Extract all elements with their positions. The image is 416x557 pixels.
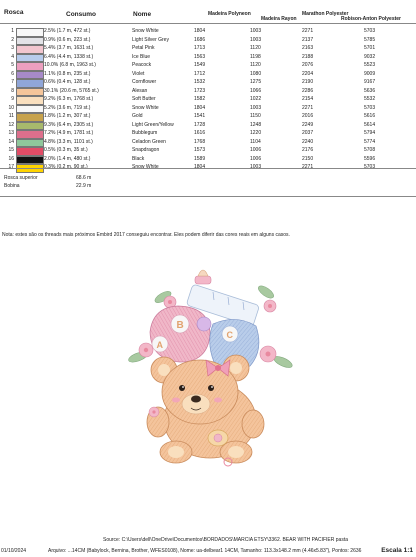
- thread-number: 8: [11, 87, 14, 94]
- thread-row: [4, 105, 416, 114]
- thread-name: Ice Blue: [132, 53, 151, 60]
- thread-madeira-rayon: 1003: [250, 104, 262, 111]
- thread-row: [4, 71, 416, 80]
- header-rosca: Rosca: [4, 9, 24, 16]
- color-swatch: [16, 62, 44, 71]
- thread-consumption: 6.4% (4.4 m, 1338 st.): [44, 53, 94, 60]
- summary-rule: [0, 196, 416, 197]
- color-swatch: [16, 147, 44, 156]
- thread-color-swatch: [16, 122, 44, 131]
- thread-number: 6: [11, 70, 14, 77]
- svg-text:B: B: [176, 320, 184, 331]
- thread-name: Cornflower: [132, 79, 157, 86]
- thread-number: 4: [11, 53, 14, 60]
- thread-madeira-polyneon: 1768: [194, 138, 206, 145]
- thread-name: Black: [132, 155, 145, 162]
- thread-number: 7: [11, 79, 14, 86]
- thread-madeira-rayon: 1006: [250, 147, 262, 154]
- thread-marathon: 2249: [302, 121, 314, 128]
- thread-consumption: 9.3% (6.4 m, 2305 st.): [44, 121, 94, 128]
- thread-consumption: 4.8% (3.3 m, 1101 st.): [44, 138, 93, 145]
- thread-marathon: 2204: [302, 70, 314, 77]
- thread-madeira-polyneon: 1728: [194, 121, 206, 128]
- thread-row: [4, 122, 416, 131]
- thread-color-swatch: [16, 37, 44, 46]
- thread-robison: 5794: [364, 130, 376, 137]
- summary-bobina-value: 22.9 m: [76, 183, 92, 189]
- thread-robison: 5596: [364, 155, 376, 162]
- thread-madeira-rayon: 1104: [250, 138, 261, 145]
- thread-number: 13: [8, 130, 14, 137]
- header-marathon: Marathon Polyester: [302, 11, 349, 17]
- thread-madeira-rayon: 1080: [250, 70, 262, 77]
- thread-madeira-rayon: 1248: [250, 121, 262, 128]
- thread-name: Petal Pink: [132, 45, 155, 52]
- thread-number: 5: [11, 62, 14, 69]
- thread-number: 9: [11, 96, 14, 103]
- thread-row: [4, 79, 416, 88]
- thread-robison: 9009: [364, 70, 376, 77]
- thread-color-swatch: [16, 113, 44, 122]
- thread-marathon: 2286: [302, 87, 314, 94]
- thread-color-swatch: [16, 139, 44, 148]
- header-madeira-polyneon: Madeira Polyneon: [208, 11, 251, 17]
- thread-madeira-rayon: 1150: [250, 113, 261, 120]
- footer-file-info: Arquivo: ...14CM (Babylock, Bernina, Brother, WFES0108), Nome: ua-delbear1 14CM, Tamanho: 113.3x148.2 mm (4.46x5.83"), Pontos: 2636: [48, 548, 362, 554]
- thread-consumption: 1.8% (1.2 m, 307 st.): [44, 113, 91, 120]
- thread-consumption: 0.5% (0.3 m, 35 st.): [44, 147, 88, 154]
- thread-consumption: 10.0% (6.8 m, 1963 st.): [44, 62, 96, 69]
- header-madeira-rayon: Madeira Rayon: [261, 16, 297, 22]
- thread-name: Soft Butter: [132, 96, 156, 103]
- thread-marathon: 2016: [302, 113, 314, 120]
- thread-robison: 5703: [364, 28, 376, 35]
- thread-row: [4, 45, 416, 54]
- color-swatch: [16, 54, 44, 63]
- thread-madeira-rayon: 1066: [250, 87, 262, 94]
- header-consumo: Consumo: [66, 11, 96, 18]
- thread-robison: 5708: [364, 147, 376, 154]
- thread-name: Snow White: [132, 28, 159, 35]
- summary-bobina: [4, 183, 91, 189]
- thread-marathon: 2163: [302, 45, 314, 52]
- thread-name: Light Silver Grey: [132, 36, 169, 43]
- summary-rosca-label: Rosca superior: [4, 175, 38, 181]
- thread-madeira-polyneon: 1532: [194, 79, 206, 86]
- thread-madeira-polyneon: 1573: [194, 147, 206, 154]
- thread-madeira-rayon: 1220: [250, 130, 262, 137]
- thread-marathon: 2271: [302, 28, 314, 35]
- thread-madeira-polyneon: 1589: [194, 155, 206, 162]
- color-swatch: [16, 45, 44, 54]
- thread-row: [4, 62, 416, 71]
- thread-name: Alesan: [132, 87, 148, 94]
- thread-row: [4, 156, 416, 165]
- thread-row: [4, 54, 416, 63]
- thread-consumption: 5.4% (3.7 m, 1631 st.): [44, 45, 94, 52]
- thread-madeira-rayon: 1275: [250, 79, 262, 86]
- thread-name: Violet: [132, 70, 145, 77]
- color-swatch: [16, 37, 44, 46]
- thread-name: Snow White: [132, 164, 159, 171]
- color-swatch: [16, 79, 44, 88]
- thread-name: Snapdragon: [132, 147, 160, 154]
- thread-robison: 9167: [364, 79, 376, 86]
- thread-number: 14: [8, 138, 14, 145]
- thread-consumption: 2.5% (1.7 m, 472 st.): [44, 28, 91, 35]
- thread-madeira-polyneon: 1804: [194, 28, 206, 35]
- thread-marathon: 2154: [302, 96, 314, 103]
- bear-embroidery-design: [118, 262, 300, 474]
- thread-color-swatch: [16, 45, 44, 54]
- header-nome: Nome: [133, 11, 152, 18]
- thread-madeira-rayon: 1022: [250, 96, 262, 103]
- summary-rosca: [4, 175, 91, 181]
- color-swatch: [16, 113, 44, 122]
- thread-madeira-polyneon: 1563: [194, 53, 206, 60]
- thread-row: [4, 147, 416, 156]
- color-swatch: [16, 88, 44, 97]
- thread-madeira-polyneon: 1712: [194, 70, 206, 77]
- svg-text:A: A: [156, 340, 163, 350]
- header-rule: [0, 23, 416, 24]
- thread-marathon: 2271: [302, 104, 314, 111]
- thread-number: 10: [8, 104, 14, 111]
- thread-robison: 5774: [364, 138, 376, 145]
- thread-consumption: 2.0% (1.4 m, 480 st.): [44, 155, 91, 162]
- thread-robison: 5532: [364, 96, 376, 103]
- thread-table-header: [0, 0, 416, 24]
- thread-color-swatch: [16, 156, 44, 165]
- thread-color-swatch: [16, 130, 44, 139]
- color-swatch: [16, 122, 44, 131]
- thread-number: 2: [11, 36, 14, 43]
- thread-row: [4, 28, 416, 37]
- color-swatch: [16, 96, 44, 105]
- thread-robison: 5616: [364, 113, 376, 120]
- thread-consumption: 0.9% (0.6 m, 223 st.): [44, 36, 91, 43]
- thread-row: [4, 113, 416, 122]
- thread-color-swatch: [16, 105, 44, 114]
- bear-icon: [147, 355, 264, 463]
- thread-number: 1: [11, 28, 14, 35]
- thread-madeira-rayon: 1003: [250, 28, 262, 35]
- table-rule: [0, 168, 416, 169]
- thread-number: 11: [8, 113, 14, 120]
- thread-madeira-polyneon: 1582: [194, 96, 206, 103]
- thread-madeira-polyneon: 1804: [194, 104, 206, 111]
- summary-bobina-label: Bobina: [4, 183, 20, 189]
- thread-consumption: 7.2% (4.9 m, 1781 st.): [44, 130, 94, 137]
- thread-row: [4, 130, 416, 139]
- thread-number: 15: [8, 147, 14, 154]
- thread-robison: 9032: [364, 53, 376, 60]
- thread-consumption: 5.2% (3.6 m, 719 st.): [44, 104, 91, 111]
- thread-name: Light Green/Yellow: [132, 121, 174, 128]
- thread-row: [4, 37, 416, 46]
- thread-row: [4, 96, 416, 105]
- thread-color-swatch: [16, 62, 44, 71]
- thread-robison: 5614: [364, 121, 376, 128]
- thread-madeira-rayon: 1120: [250, 62, 261, 69]
- thread-robison: 5636: [364, 87, 376, 94]
- thread-color-swatch: [16, 147, 44, 156]
- thread-madeira-polyneon: 1686: [194, 36, 206, 43]
- color-swatch: [16, 139, 44, 148]
- thread-madeira-polyneon: 1549: [194, 62, 206, 69]
- thread-marathon: 2190: [302, 79, 314, 86]
- thread-consumption: 0.6% (0.4 m, 128 st.): [44, 79, 91, 86]
- thread-color-swatch: [16, 71, 44, 80]
- thread-row: [4, 88, 416, 97]
- color-swatch: [16, 71, 44, 80]
- summary-rosca-value: 68.6 m: [76, 175, 92, 181]
- thread-marathon: 2076: [302, 62, 314, 69]
- thread-color-swatch: [16, 96, 44, 105]
- thread-robison: 5701: [364, 45, 376, 52]
- thread-color-swatch: [16, 28, 44, 37]
- thread-robison: 5523: [364, 62, 376, 69]
- thread-marathon: 2240: [302, 138, 314, 145]
- thread-consumption: 1.1% (0.8 m, 235 st.): [44, 70, 91, 77]
- thread-marathon: 2150: [302, 155, 314, 162]
- thread-consumption: 30.1% (20.6 m, 5765 st.): [44, 87, 99, 94]
- thread-marathon: 2271: [302, 164, 314, 171]
- thread-name: Snow White: [132, 104, 159, 111]
- color-swatch: [16, 105, 44, 114]
- thread-name: Peacock: [132, 62, 152, 69]
- note-text: Nota: estes são os threads mais próximos Embird 2017 conseguiu encontrar. Eles podem diferir das cores reais em alguns casos.: [2, 232, 290, 238]
- thread-color-swatch: [16, 88, 44, 97]
- thread-number: 12: [8, 121, 14, 128]
- svg-text:C: C: [226, 330, 233, 340]
- thread-madeira-rayon: 1198: [250, 53, 261, 60]
- color-swatch: [16, 28, 44, 37]
- color-swatch: [16, 156, 44, 165]
- thread-marathon: 2188: [302, 53, 314, 60]
- thread-name: Celadon Green: [132, 138, 166, 145]
- thread-madeira-rayon: 1006: [250, 155, 262, 162]
- thread-color-swatch: [16, 54, 44, 63]
- thread-name: Gold: [132, 113, 143, 120]
- thread-color-swatch: [16, 79, 44, 88]
- footer-date: 01/10/2024: [1, 548, 27, 554]
- thread-madeira-polyneon: 1804: [194, 164, 206, 171]
- footer-scale: Escala 1:1: [381, 547, 413, 554]
- thread-name: Bubblegum: [132, 130, 158, 137]
- footer-source: Source: C:\Users\dell\OneDrive\Documentos\BORDADOS\MARCIA ETSY\3362. BEAR WITH PACIFIER pasta: [103, 537, 348, 543]
- thread-row: [4, 139, 416, 148]
- thread-madeira-polyneon: 1541: [194, 113, 206, 120]
- thread-madeira-polyneon: 1723: [194, 87, 206, 94]
- thread-table: [4, 28, 416, 173]
- thread-madeira-rayon: 1003: [250, 36, 262, 43]
- thread-madeira-rayon: 1120: [250, 45, 261, 52]
- thread-robison: 5703: [364, 104, 376, 111]
- color-swatch: [16, 130, 44, 139]
- header-robison: Robison-Anton Polyester: [341, 16, 402, 22]
- thread-number: 3: [11, 45, 14, 52]
- thread-madeira-polyneon: 1616: [194, 130, 206, 137]
- thread-number: 17: [8, 164, 14, 171]
- thread-marathon: 2176: [302, 147, 314, 154]
- thread-marathon: 2037: [302, 130, 314, 137]
- thread-marathon: 2137: [302, 36, 314, 43]
- thread-madeira-polyneon: 1713: [194, 45, 206, 52]
- thread-consumption: 0.3% (0.2 m, 90 st.): [44, 164, 88, 171]
- thread-consumption: 9.2% (6.3 m, 1768 st.): [44, 96, 94, 103]
- thread-number: 16: [8, 155, 14, 162]
- thread-madeira-rayon: 1003: [250, 164, 262, 171]
- thread-robison: 5703: [364, 164, 376, 171]
- thread-robison: 5785: [364, 36, 376, 43]
